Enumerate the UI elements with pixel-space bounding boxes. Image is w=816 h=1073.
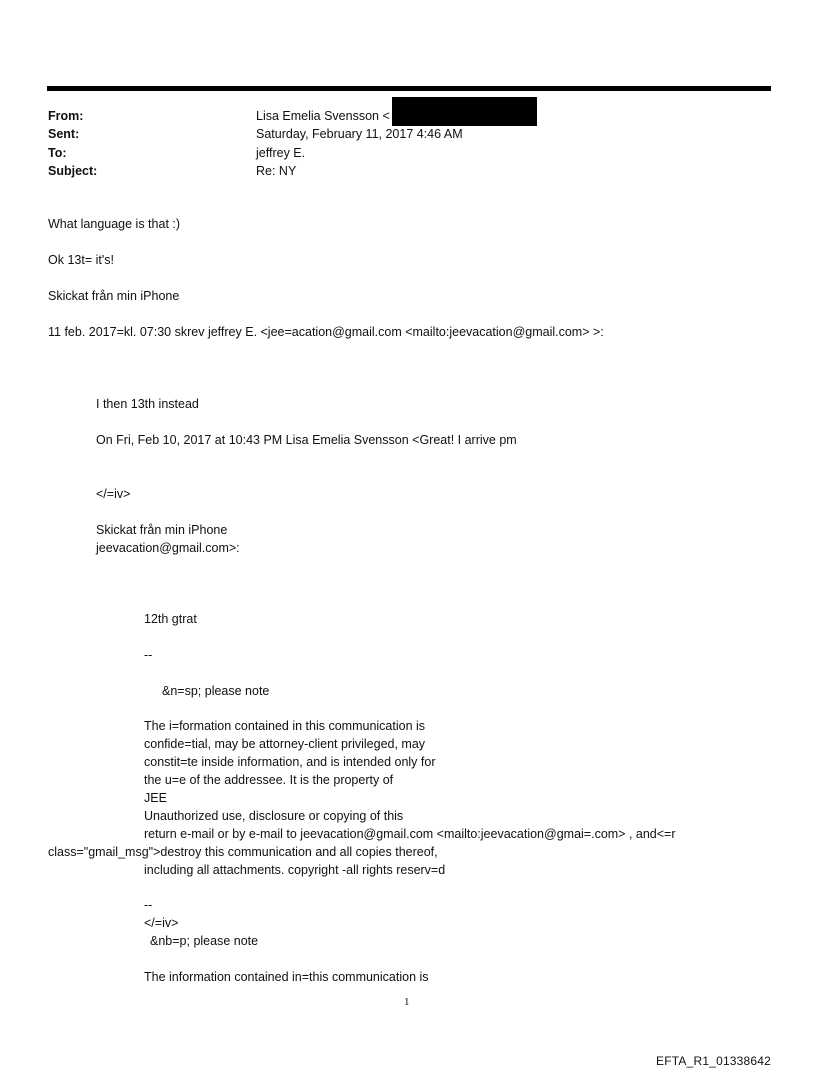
from-value — [256, 107, 537, 126]
sender-name: Lisa Emelia Svensson < — [256, 109, 390, 123]
disclaimer-line: constit=te inside information, and is intended only for — [144, 755, 436, 769]
disclaimer-line: including all attachments. copyright -all rights reserv=d — [144, 863, 446, 877]
quoted-line: </=iv> — [96, 487, 131, 501]
nested-line: The information contained in=this communication is — [144, 970, 429, 984]
quoted-line: On Fri, Feb 10, 2017 at 10:43 PM Lisa Emelia Svensson <Great! I arrive pm — [96, 433, 517, 447]
from-label: From: — [48, 109, 84, 123]
body-line: Ok 13t= it's! — [48, 253, 114, 267]
sent-value: Saturday, February 11, 2017 4:46 AM — [256, 127, 463, 141]
nested-line: 12th gtrat — [144, 612, 197, 626]
subject-value: Re: NY — [256, 164, 297, 178]
nested-line: &nb=p; please note — [150, 934, 259, 948]
to-value: jeffrey E. — [256, 146, 306, 160]
nested-line: </=iv> — [144, 916, 179, 930]
subject-label: Subject: — [48, 164, 98, 178]
disclaimer-line: Unauthorized use, disclosure or copying of this — [144, 809, 404, 823]
sent-label: Sent: — [48, 127, 80, 141]
nested-line: &n=sp; please note — [162, 684, 270, 698]
redaction-block — [392, 97, 537, 126]
quoted-line: jeevacation@gmail.com>: — [96, 541, 240, 555]
header-divider — [47, 86, 771, 91]
body-line: Skickat från min iPhone — [48, 289, 180, 303]
body-line: What language is that :) — [48, 217, 181, 231]
page-number: 1 — [404, 996, 410, 1008]
disclaimer-line: JEE — [144, 791, 167, 805]
disclaimer-line: The i=formation contained in this communication is — [144, 719, 426, 733]
body-line: 11 feb. 2017=kl. 07:30 skrev jeffrey E. <jee=acation@gmail.com <mailto:jeevacation@gmail.com> >: — [48, 325, 604, 339]
disclaimer-line: confide=tial, may be attorney-client privileged, may — [144, 737, 426, 751]
disclaimer-line: the u=e of the addressee. It is the property of — [144, 773, 394, 787]
document-id: EFTA_R1_01338642 — [656, 1054, 772, 1068]
nested-line: -- — [144, 648, 153, 662]
quoted-line: I then 13th instead — [96, 397, 199, 411]
quoted-line: Skickat från min iPhone — [96, 523, 228, 537]
to-label: To: — [48, 146, 67, 160]
disclaimer-line: return e-mail or by e-mail to jeevacation@gmail.com <mailto:jeevacation@gmai=.com> , and<=r — [144, 827, 676, 841]
nested-line: -- — [144, 898, 153, 912]
disclaimer-line: class="gmail_msg">destroy this communication and all copies thereof, — [48, 845, 438, 859]
